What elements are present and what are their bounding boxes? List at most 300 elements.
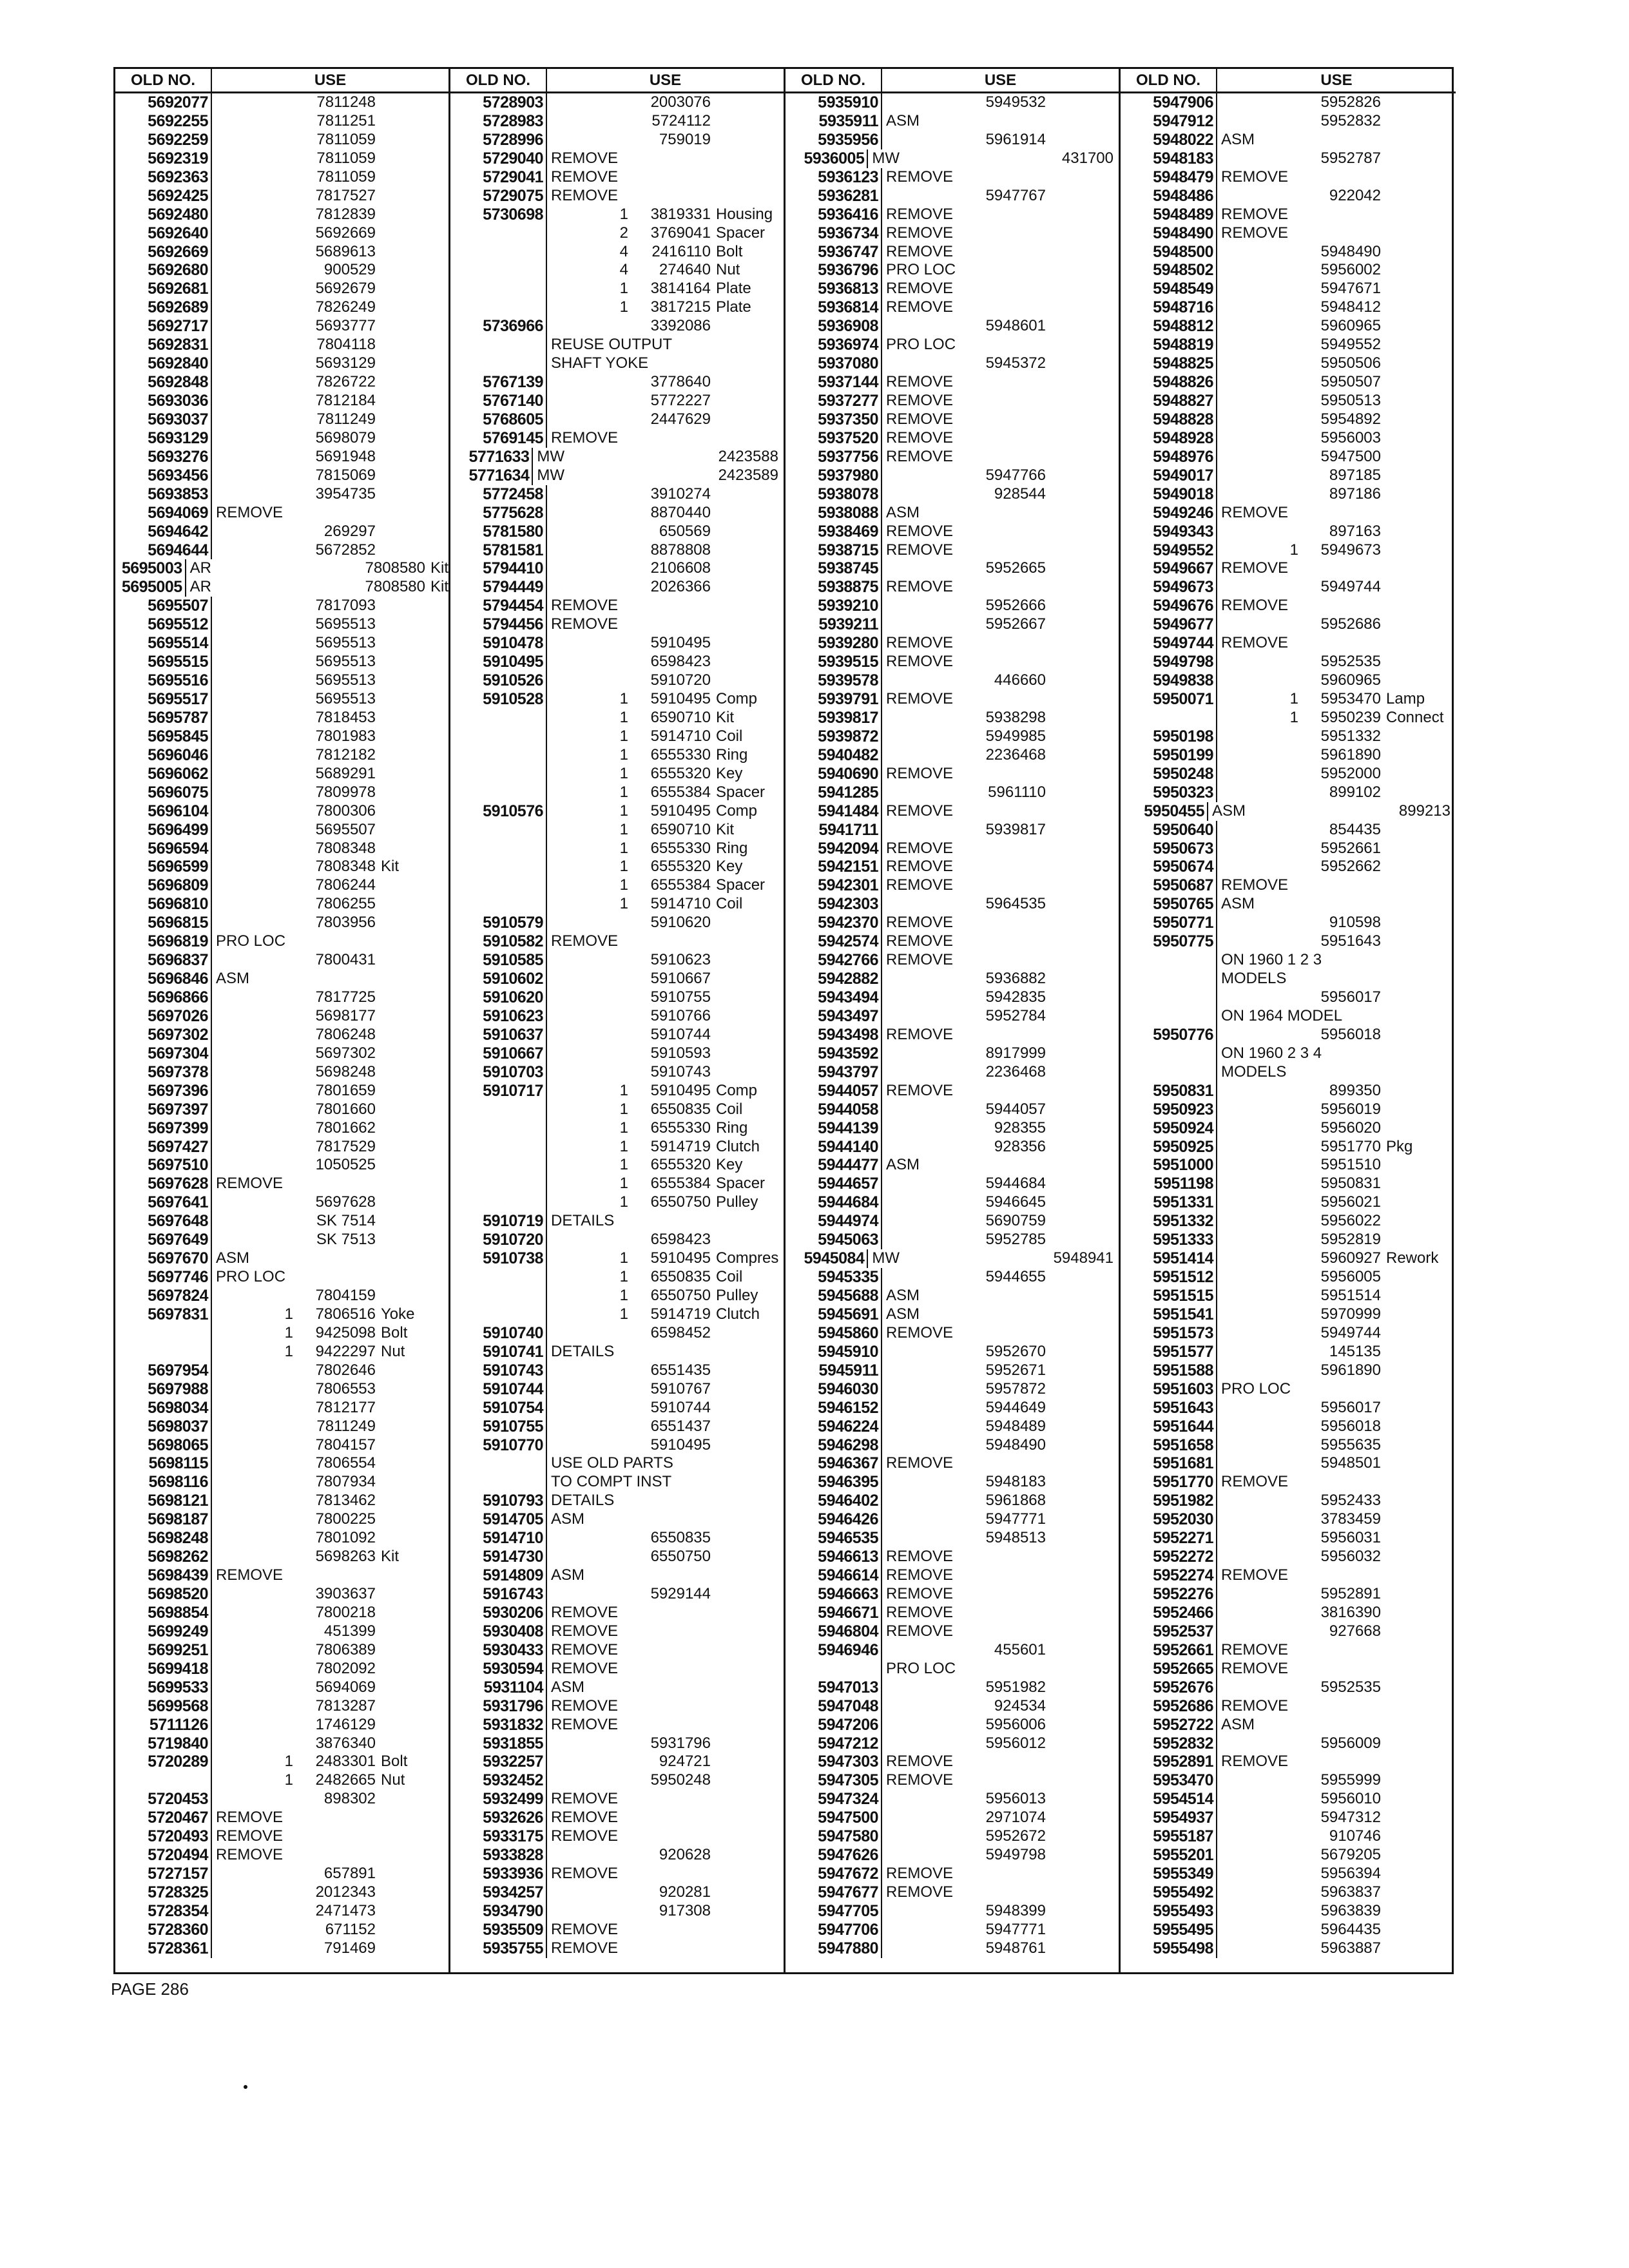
part-description: Spacer [716,876,766,894]
table-row [786,914,1119,932]
note-text: ASM [551,1678,585,1696]
replacement-number: 5951643 [1320,932,1381,950]
part-description [778,448,784,466]
old-number: 5696499 [115,821,212,840]
part-description [1365,1566,1371,1585]
old-number: 5696846 [115,970,212,988]
use-cell [882,1585,1119,1604]
part-description [1381,93,1386,112]
table-row [1121,149,1456,168]
old-number: 5719840 [115,1735,212,1753]
table-row [786,448,1119,466]
old-number: 5936796 [786,261,882,280]
quantity [886,1436,969,1455]
quantity [216,1510,298,1529]
part-description [1046,1044,1051,1063]
old-number: 5939872 [786,727,882,746]
part-description [1381,1939,1386,1958]
note-text: REMOVE [886,1566,954,1584]
part-description [376,149,381,168]
table-row [1121,671,1456,690]
old-number: 5695516 [115,671,212,690]
replacement-number [1342,1007,1420,1026]
use-cell [212,280,448,298]
old-number: 5720289 [115,1753,212,1771]
old-number: 5942766 [786,951,882,970]
old-number: 5948500 [1121,243,1217,262]
table-row [786,727,1119,746]
table-row [115,783,448,802]
table-row [115,1212,448,1231]
old-number [450,783,547,802]
use-cell [882,1007,1119,1026]
use-cell [1217,1883,1456,1902]
old-number: 5941285 [786,783,882,802]
table-row [450,1324,784,1343]
old-number: 5949552 [1121,541,1217,560]
replacement-number: 5949744 [1320,1323,1381,1341]
part-description [1381,373,1386,392]
replacement-number: 6555320 [650,858,711,876]
replacement-number: 5949552 [1320,336,1381,354]
note-text: REMOVE [551,1939,619,1957]
part-description [376,1883,381,1902]
part-description [1046,317,1051,336]
table-row [786,541,1119,560]
use-cell [1217,373,1456,392]
part-description [1046,709,1051,727]
old-number: 5938715 [786,541,882,560]
old-number: 5948716 [1121,298,1217,317]
part-description [711,970,716,988]
use-cell [1217,1324,1456,1343]
quantity [216,690,298,709]
replacement-number: 5689613 [315,242,376,260]
use-cell [212,746,448,765]
quantity [1221,261,1304,280]
replacement-number: 2483301 [315,1753,376,1771]
use-cell [1217,615,1456,634]
use-cell [547,1082,784,1100]
use-cell [1217,261,1456,280]
replacement-number: 920281 [659,1883,711,1901]
part-description [376,1007,381,1026]
use-cell [547,1865,784,1883]
use-cell [1217,1212,1456,1231]
part-description [1381,1846,1386,1865]
part-description [1046,1846,1051,1865]
quantity: 1 [619,783,628,801]
note-text: REMOVE [551,1715,619,1733]
old-number: 5950923 [1121,1100,1217,1119]
quantity [551,392,633,410]
replacement-number: 5695513 [315,671,376,689]
part-description [1030,1566,1036,1585]
replacement-number: 5948941 [1053,1249,1113,1267]
part-description [711,485,716,504]
use-cell [882,1343,1119,1361]
old-number [1121,1063,1217,1082]
note-text: ON 1960 2 3 4 [1221,1044,1322,1062]
part-description [1381,1529,1386,1548]
part-description [1399,1044,1404,1063]
use-cell [547,970,784,988]
use-cell [547,1473,784,1492]
quantity [886,1921,969,1939]
table-row [1121,354,1456,373]
use-cell [212,802,448,821]
old-number: 5947500 [786,1809,882,1827]
old-number: 5948819 [1121,336,1217,354]
part-description: Spacer [716,1175,766,1193]
replacement-number [285,932,363,951]
part-description: Kit [716,708,735,726]
replacement-number: 5952785 [985,1231,1046,1249]
quantity [1221,1939,1304,1958]
old-number: 5794454 [450,597,547,615]
use-cell [212,1641,448,1660]
replacement-number: 3392086 [650,317,711,335]
quantity [216,709,298,727]
old-number: 5698854 [115,1604,212,1622]
part-description: Key [716,1156,743,1174]
note-text: REMOVE [886,298,954,316]
use-cell [1217,1026,1456,1044]
part-description [691,1492,697,1510]
table-row [786,1622,1119,1641]
part-description [711,1753,716,1771]
quantity [551,1007,633,1026]
use-cell [547,112,784,131]
table-section-3 [786,69,1121,1972]
part-description [1046,1100,1051,1119]
replacement-number: 927668 [1329,1622,1381,1640]
replacement-number: 5956032 [1320,1548,1381,1566]
note-text: REMOVE [551,1920,619,1938]
replacement-number: 6550835 [650,1268,711,1286]
quantity [886,1212,969,1231]
old-number: 5697378 [115,1063,212,1082]
old-number: 5952276 [1121,1585,1217,1604]
part-description [711,1044,716,1063]
use-cell [882,1753,1119,1771]
old-number: 5910744 [450,1380,547,1399]
use-cell [212,1529,448,1548]
old-number [450,1156,547,1175]
part-description [376,410,381,429]
part-description [376,1735,381,1753]
quantity: 2 [619,224,628,242]
part-description [1046,671,1051,690]
use-cell [882,187,1119,206]
use-cell [1217,466,1456,485]
quantity [1221,783,1304,802]
old-number: 5698262 [115,1548,212,1566]
use-cell [1217,1287,1456,1305]
use-cell [882,653,1119,671]
table-row [786,840,1119,858]
note-text: REMOVE [886,447,954,465]
quantity [1221,354,1304,373]
table-row [450,1566,784,1585]
table-row [786,1771,1119,1790]
part-description [1030,1622,1036,1641]
use-cell [1217,112,1456,131]
replacement-number: 5944057 [985,1100,1046,1118]
note-text: REMOVE [886,690,954,707]
old-number: 5697510 [115,1156,212,1175]
use-cell [212,1548,448,1566]
quantity [1221,1604,1304,1622]
old-number: 5693276 [115,448,212,466]
part-description [1046,1361,1051,1380]
quantity [1221,392,1304,410]
part-description [1030,690,1036,709]
table-row [450,1399,784,1418]
use-cell [547,858,784,876]
use-cell [547,1697,784,1716]
part-description [1046,1678,1051,1697]
part-description [1368,1380,1373,1399]
replacement-number: 7806553 [315,1379,376,1398]
use-cell [882,876,1119,895]
table-row [115,1138,448,1157]
table-row [1121,690,1456,709]
replacement-number: 7808348 [315,839,376,857]
quantity [886,783,969,802]
table-row [786,1566,1119,1585]
replacement-number: 5694069 [315,1678,376,1696]
old-number: 5944684 [786,1193,882,1212]
old-number: 5696815 [115,914,212,932]
replacement-number: 7806516 [315,1305,376,1323]
part-description [1046,1212,1051,1231]
part-description [1030,840,1036,858]
old-number: 5693129 [115,429,212,448]
quantity [886,727,969,746]
part-description [376,1418,381,1436]
note-text: REMOVE [1221,205,1289,223]
part-description [1046,1138,1051,1157]
table-row [1121,131,1456,149]
part-description: Comp [716,1081,758,1099]
table-row [115,895,448,914]
old-number: 5910741 [450,1343,547,1361]
old-number: 5772458 [450,485,547,504]
old-number: 5947324 [786,1790,882,1809]
use-cell [547,1361,784,1380]
use-cell [212,597,448,615]
old-number [450,336,547,354]
part-description [711,317,716,336]
table-row [786,1529,1119,1548]
table-row [1121,1193,1456,1212]
old-number: 5914730 [450,1548,547,1566]
table-row [115,206,448,224]
part-description [726,354,731,373]
old-number: 5948976 [1121,448,1217,466]
part-description [1365,1753,1371,1771]
use-cell [1217,1399,1456,1418]
table-row [115,1044,448,1063]
part-description [376,466,381,485]
old-number: 5945063 [786,1231,882,1249]
table-row [450,1044,784,1063]
part-description [376,1100,381,1119]
part-description [1046,1827,1051,1846]
use-cell [1217,298,1456,317]
use-cell [882,410,1119,429]
replacement-number: 5689291 [315,764,376,782]
table-row [1121,1231,1456,1249]
replacement-number [618,1827,695,1846]
replacement-number: 5946645 [985,1193,1046,1211]
replacement-number: 1050525 [315,1156,376,1174]
old-number: 5936734 [786,224,882,243]
table-row [1121,1119,1456,1138]
quantity [216,671,298,690]
table-row [786,298,1119,317]
use-cell [882,727,1119,746]
part-description [711,410,716,429]
table-row [1121,895,1456,914]
replacement-number [953,876,1030,895]
replacement-number: 5961890 [1320,1361,1381,1379]
table-row [450,840,784,858]
old-number: 5696046 [115,746,212,765]
use-cell [882,541,1119,560]
note-text: REMOVE [1221,1753,1289,1771]
table-row [450,951,784,970]
use-cell [882,821,1119,840]
use-cell [212,1771,448,1790]
quantity [886,1473,969,1492]
quantity [1221,1846,1304,1865]
old-number: 5949667 [1121,559,1217,578]
table-row [786,243,1119,262]
use-cell [547,1156,784,1175]
use-cell [1217,410,1456,429]
note-text: REMOVE [886,1771,954,1789]
use-cell [882,1268,1119,1287]
use-cell [547,504,784,523]
part-description [997,1305,1002,1324]
old-number: 5944974 [786,1212,882,1231]
note-text: REMOVE [886,242,954,260]
use-cell [212,932,448,951]
part-description [376,597,381,615]
replacement-number: 6590710 [650,708,711,726]
replacement-number: 5970999 [1320,1305,1381,1323]
old-number: 5698439 [115,1566,212,1585]
use-cell [882,1492,1119,1510]
quantity [216,280,298,298]
old-number [1121,988,1217,1007]
table-row [786,1249,1119,1268]
replacement-number: 5951510 [1320,1156,1381,1174]
quantity [216,802,298,821]
part-description [1381,466,1386,485]
use-cell [1217,1305,1456,1324]
replacement-number [618,1641,695,1660]
part-description [695,1865,700,1883]
part-description [1381,1454,1386,1473]
table-row [786,1604,1119,1622]
replacement-number: 650569 [659,522,711,540]
table-row [786,1193,1119,1212]
old-number: 5946614 [786,1566,882,1585]
part-description [376,485,381,504]
table-row [450,261,784,280]
old-number: 5720467 [115,1809,212,1827]
table-row [450,1100,784,1119]
quantity [216,1063,298,1082]
quantity [1221,1883,1304,1902]
quantity [216,1939,298,1958]
part-description [376,1193,381,1212]
use-cell [882,858,1119,876]
use-cell [882,485,1119,504]
note-text: REMOVE [886,522,954,540]
old-number: 5954937 [1121,1809,1217,1827]
old-number: 5692669 [115,243,212,262]
old-number: 5935910 [786,93,882,112]
replacement-number [953,280,1030,298]
old-number: 5935509 [450,1921,547,1939]
use-cell [882,1510,1119,1529]
table-row [450,783,784,802]
replacement-number [249,970,327,988]
old-number [450,821,547,840]
replacement-number: 6550750 [650,1193,711,1211]
use-cell [212,448,448,466]
old-number [1121,970,1217,988]
part-description [376,951,381,970]
replacement-number: 6555320 [650,1156,711,1174]
old-number: 5930433 [450,1641,547,1660]
part-description: Key [716,764,743,782]
part-description [1030,1026,1036,1044]
old-number: 5692840 [115,354,212,373]
part-description [1030,802,1036,821]
old-number: 5955498 [1121,1939,1217,1958]
table-section-4 [1121,69,1456,1972]
replacement-number: 2106608 [650,559,711,577]
replacement-number [285,1268,363,1287]
part-description [1046,1380,1051,1399]
replacement-number: 5956394 [1320,1865,1381,1883]
quantity [551,1380,633,1399]
use-cell [212,1193,448,1212]
quantity [216,224,298,243]
use-cell [882,1846,1119,1865]
note-text: REMOVE [1221,1659,1289,1677]
table-row [786,653,1119,671]
table-row [786,1324,1119,1343]
part-description [1381,727,1386,746]
part-description [1381,746,1386,765]
note-text: REMOVE [216,1566,284,1584]
old-number: 5938745 [786,559,882,578]
replacement-number: 5910495 [650,690,711,707]
use-cell [1217,1418,1456,1436]
quantity [1221,1529,1304,1548]
old-number: 5910582 [450,932,547,951]
replacement-number: 928544 [994,485,1046,503]
replacement-number: 5961890 [1320,745,1381,764]
table-row [1121,1418,1456,1436]
replacement-number [1255,131,1332,149]
